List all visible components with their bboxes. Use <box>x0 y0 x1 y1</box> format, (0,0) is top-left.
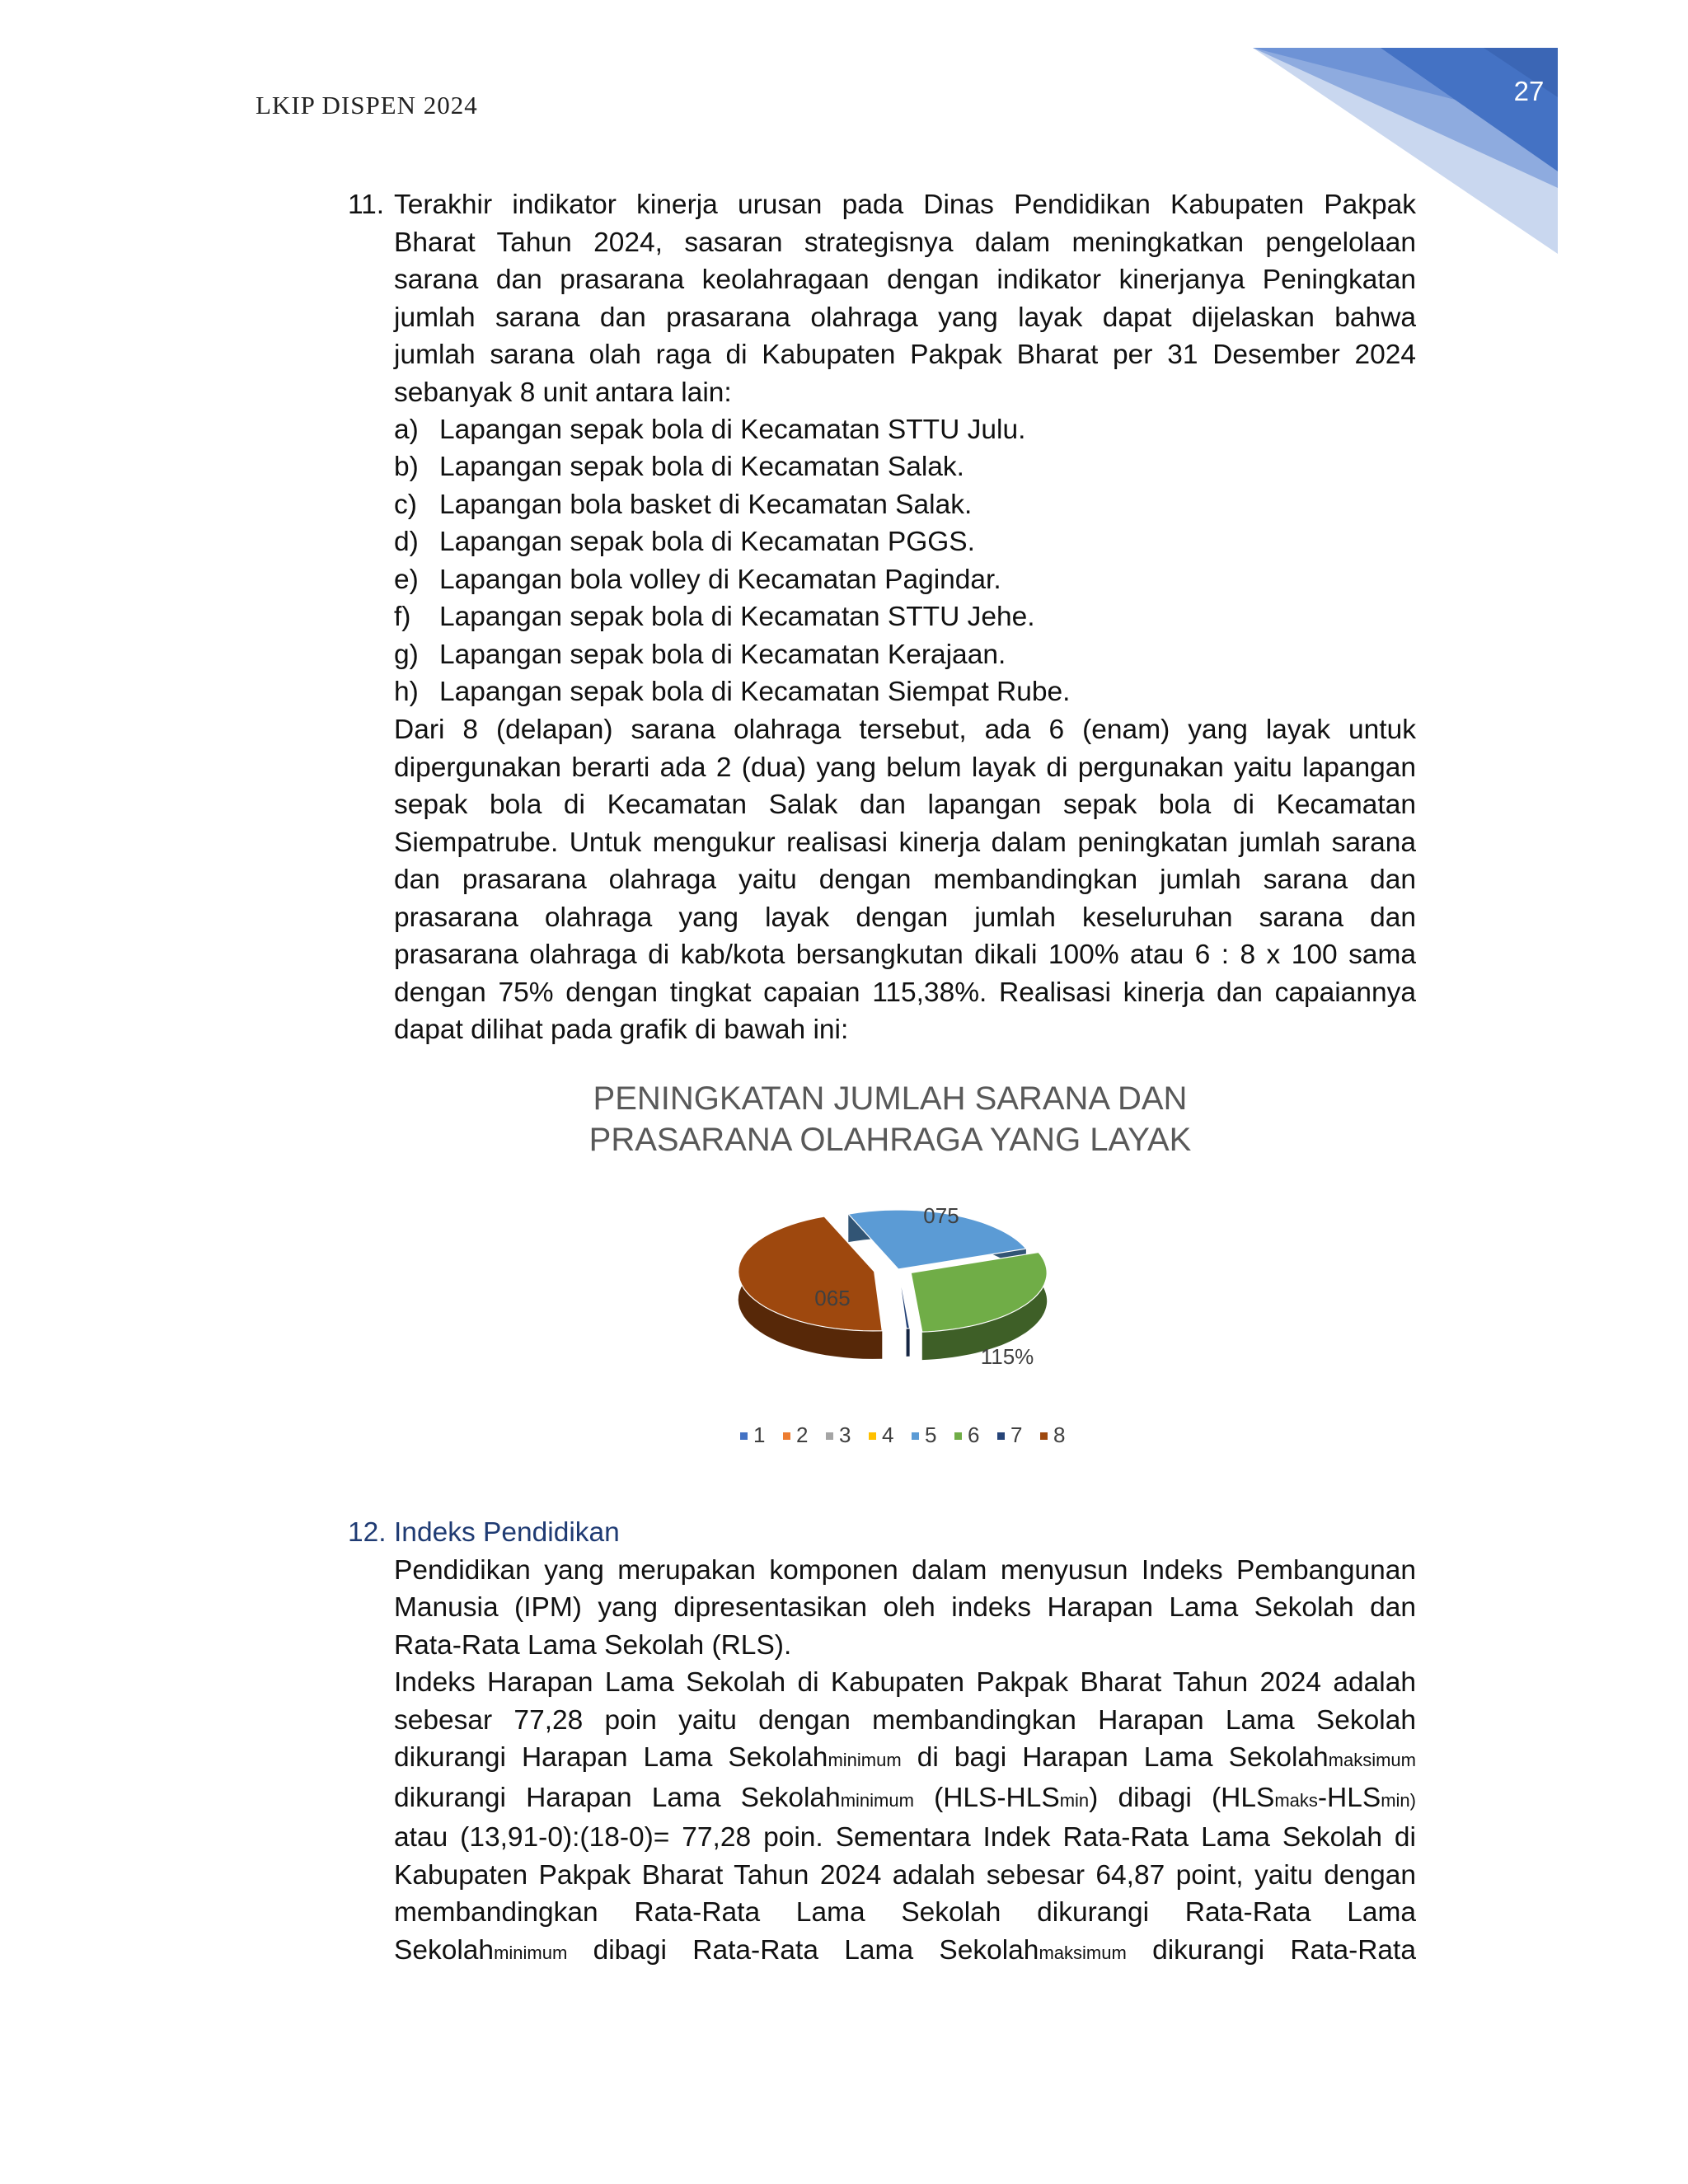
list-item-text: Lapangan sepak bola di Kecamatan STTU Jehe. <box>439 602 1035 632</box>
list-item-letter: c) <box>394 490 417 520</box>
legend-label: 2 <box>796 1422 809 1447</box>
text-line: atau (13,91-0):(18-0)= 77,28 poin. Sementara Indek Rata-Rata Lama Sekolah di <box>394 1822 1416 1853</box>
text-line: dipergunakan berarti ada 2 (dua) yang belum layak di pergunakan yaitu lapangan <box>394 752 1416 783</box>
list-item-letter: b) <box>394 452 419 482</box>
text-run: dikurangi Rata-Rata <box>1126 1934 1416 1966</box>
text-line: dan prasarana olahraga yaitu dengan membandingkan jumlah sarana dan <box>394 865 1416 895</box>
legend-swatch <box>826 1432 833 1440</box>
text-run: (HLS-HLS <box>913 1782 1060 1813</box>
text-line: Dari 8 (delapan) sarana olahraga tersebut, ada 6 (enam) yang layak untuk <box>394 715 1416 745</box>
text-run: di bagi Harapan Lama Sekolah <box>901 1742 1329 1773</box>
legend-swatch <box>997 1432 1005 1440</box>
list-item-letter: d) <box>394 527 419 557</box>
text-line <box>394 1932 1416 1972</box>
page-number: 27 <box>1513 76 1545 106</box>
chart-title-line: PRASARANA OLAHRAGA YANG LAYAK <box>588 1122 1192 1158</box>
text-line: Siempatrube. Untuk mengukur realisasi kinerja dalam peningkatan jumlah sarana <box>394 827 1416 858</box>
text-run: Sekolah <box>394 1934 495 1966</box>
text-run: ) dibagi (HLS <box>1089 1782 1275 1813</box>
text-line: Pendidikan yang merupakan komponen dalam menyusun Indeks Pembangunan <box>394 1554 1416 1586</box>
list-item-text: Lapangan bola volley di Kecamatan Pagindar. <box>439 565 1001 595</box>
subscript: min) <box>1381 1789 1416 1811</box>
text-line: Kabupaten Pakpak Bharat Tahun 2024 adalah sebesar 64,87 point, yaitu dengan <box>394 1859 1416 1891</box>
legend-swatch <box>912 1432 919 1440</box>
text-line: sarana dan prasarana keolahragaan dengan indikator kinerjanya Peningkatan <box>394 265 1416 295</box>
subscript: minimum <box>828 1750 902 1770</box>
subscript: maksimum <box>1328 1750 1416 1770</box>
chart-title-line: PENINGKATAN JUMLAH SARANA DAN <box>593 1080 1188 1117</box>
chart-legend <box>740 1422 1065 1447</box>
text-line: dapat dilihat pada grafik di bawah ini: <box>394 1015 849 1045</box>
list-item-text: Lapangan sepak bola di Kecamatan STTU Julu. <box>439 415 1026 445</box>
text-line: Terakhir indikator kinerja urusan pada Dinas Pendidikan Kabupaten Pakpak <box>394 190 1416 220</box>
list-item-letter: h) <box>394 677 419 707</box>
text-line: membandingkan Rata-Rata Lama Sekolah dikurangi Rata-Rata Lama <box>394 1897 1416 1928</box>
legend-label: 4 <box>882 1422 894 1447</box>
subscript: maks <box>1274 1789 1318 1811</box>
list-item-text: Lapangan bola basket di Kecamatan Salak. <box>439 490 973 520</box>
text-line: Manusia (IPM) yang dipresentasikan oleh indeks Harapan Lama Sekolah dan <box>394 1592 1416 1623</box>
text-line: dengan 75% dengan tingkat capaian 115,38%. Realisasi kinerja dan capaiannya <box>394 977 1416 1008</box>
text-run: dibagi Rata-Rata Lama Sekolah <box>567 1934 1039 1966</box>
list-item-letter: g) <box>394 640 419 670</box>
data-label: 075 <box>923 1203 959 1228</box>
legend-swatch <box>954 1432 962 1440</box>
section-12-number: 12. <box>348 1517 387 1548</box>
list-item-text: Lapangan sepak bola di Kecamatan PGGS. <box>439 527 975 557</box>
text-line: Rata-Rata Lama Sekolah (RLS). <box>394 1629 792 1661</box>
subscript: maksimum <box>1039 1942 1127 1963</box>
legend-label: 1 <box>753 1422 766 1447</box>
text-line: prasarana olahraga di kab/kota bersangkutan dikali 100% atau 6 : 8 x 100 sama <box>394 940 1416 970</box>
text-run: -HLS <box>1317 1782 1381 1813</box>
list-item-text: Lapangan sepak bola di Kecamatan Kerajaan. <box>439 640 1006 670</box>
list-item-letter: e) <box>394 565 419 595</box>
legend-label: 5 <box>925 1422 937 1447</box>
pie-slice-side <box>907 1329 910 1357</box>
legend-label: 7 <box>1010 1422 1023 1447</box>
list-item-text: Lapangan sepak bola di Kecamatan Siempat Rube. <box>439 677 1071 707</box>
text-run: dikurangi Harapan Lama Sekolah <box>394 1782 841 1813</box>
text-line: sebanyak 8 unit antara lain: <box>394 377 732 408</box>
subscript: minimum <box>840 1789 914 1811</box>
text-line: sebesar 77,28 poin yaitu dengan membandingkan Harapan Lama Sekolah <box>394 1704 1416 1736</box>
list-item-letter: a) <box>394 415 419 445</box>
text-line <box>394 1779 1416 1820</box>
section-11-number: 11. <box>348 190 385 220</box>
data-label: 115% <box>980 1344 1034 1369</box>
text-line <box>394 1739 1416 1779</box>
document-header: LKIP DISPEN 2024 <box>256 91 478 120</box>
legend-swatch <box>740 1432 748 1440</box>
text-line: Indeks Harapan Lama Sekolah di Kabupaten Pakpak Bharat Tahun 2024 adalah <box>394 1667 1416 1698</box>
legend-swatch <box>869 1432 876 1440</box>
legend-label: 3 <box>839 1422 851 1447</box>
subscript: minimum <box>494 1942 568 1963</box>
section-12 <box>394 1514 1416 1971</box>
text-line: prasarana olahraga yang layak dengan jumlah keseluruhan sarana dan <box>394 902 1416 933</box>
pie-slices <box>738 1210 1047 1360</box>
text-run: dikurangi Harapan Lama Sekolah <box>394 1742 828 1773</box>
legend-label: 6 <box>968 1422 980 1447</box>
text-line: jumlah sarana dan prasarana olahraga yang layak dapat dijelaskan bahwa <box>394 302 1416 333</box>
text-line: sepak bola di Kecamatan Salak dan lapangan sepak bola di Kecamatan <box>394 790 1416 820</box>
data-label: 065 <box>814 1286 851 1310</box>
legend-label: 8 <box>1053 1422 1066 1447</box>
list-item-text: Lapangan sepak bola di Kecamatan Salak. <box>439 452 964 482</box>
legend-swatch <box>1040 1432 1048 1440</box>
section-heading: Indeks Pendidikan <box>394 1517 620 1548</box>
pie-slice-7 <box>898 1269 910 1329</box>
list-item-letter: f) <box>394 602 411 632</box>
subscript: min <box>1059 1789 1090 1811</box>
text-line: Bharat Tahun 2024, sasaran strategisnya dalam meningkatkan pengelolaan <box>394 227 1416 258</box>
legend-swatch <box>783 1432 790 1440</box>
text-line: jumlah sarana olah raga di Kabupaten Pakpak Bharat per 31 Desember 2024 <box>394 340 1416 370</box>
